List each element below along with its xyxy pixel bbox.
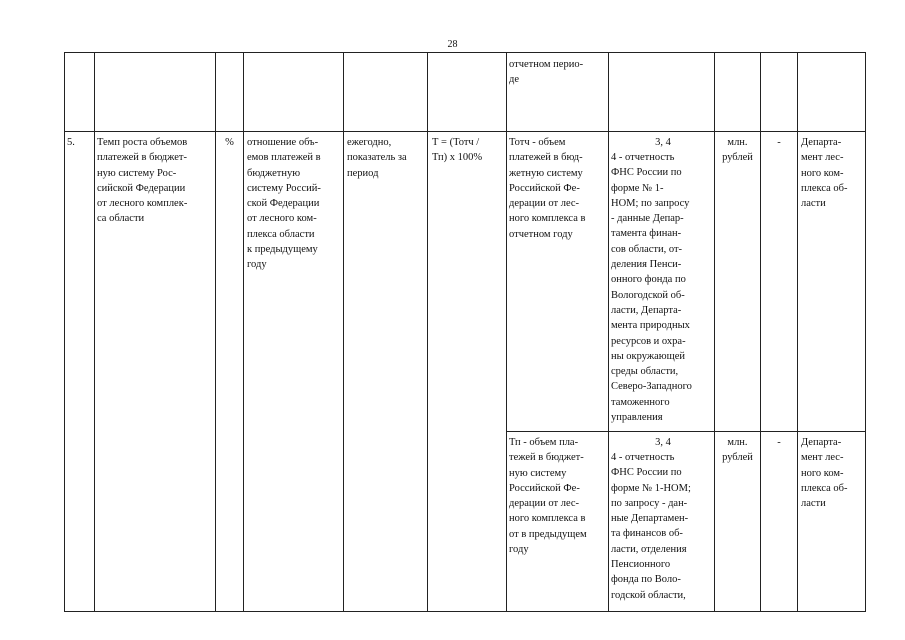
component-source: 4 - отчетность ФНС России по форме № 1- НОМ; по запросу - данные Депар- тамента финан- сов области, от- деления Пенси- онного фонда по Вологодской об- ласти, Департа- мента природных ресурсов и охра- ны окружающей среды области, Северо-Западного таможенного управления [611, 152, 692, 424]
component-responsible: Департа- мент лес- ного ком- плекса об- ласти [801, 137, 848, 210]
component-source: 4 - отчетность ФНС России по форме № 1-НОМ; по запросу - дан- ные Департамен- та финансов об- ласти, отделения Пенсионного фонда по Воло- годской области, [611, 452, 691, 601]
component-unit: млн. рублей [722, 137, 753, 164]
continuation-text: отчетном перио- де [509, 59, 584, 86]
component-responsible: Департа- мент лес- ного ком- плекса об- ласти [801, 437, 848, 510]
page-number: 28 [447, 39, 458, 50]
indicator-name: Темп роста объемов платежей в бюджет- ную систему Рос- сийской Федерации от лесного комплек- са области [97, 137, 188, 225]
component-unit: млн. рублей [722, 437, 753, 464]
component-description: Тотч - объем платежей в бюд- жетную систему Российской Фе- дерации от лес- ного комплекса в отчетном году [509, 137, 586, 240]
indicator-formula: Т = (Тотч / Тп) х 100% [432, 137, 483, 164]
indicator-definition: отношение объ- емов платежей в бюджетную систему Россий- ской Федерации от лесного ком- плекса области к предыдущему году [247, 137, 321, 271]
component-method: 3, 4 [655, 437, 671, 448]
component-method: 3, 4 [655, 137, 671, 148]
indicator-periodicity: ежегодно, показатель за период [347, 137, 407, 179]
component-dash: - [777, 137, 781, 148]
row-number: 5. [67, 137, 75, 148]
component-dash: - [777, 437, 781, 448]
indicator-unit: % [225, 137, 234, 148]
component-description: Тп - объем пла- тежей в бюджет- ную систему Российской Фе- дерации от лес- ного комплекса в от в предыдущем году [509, 437, 587, 556]
